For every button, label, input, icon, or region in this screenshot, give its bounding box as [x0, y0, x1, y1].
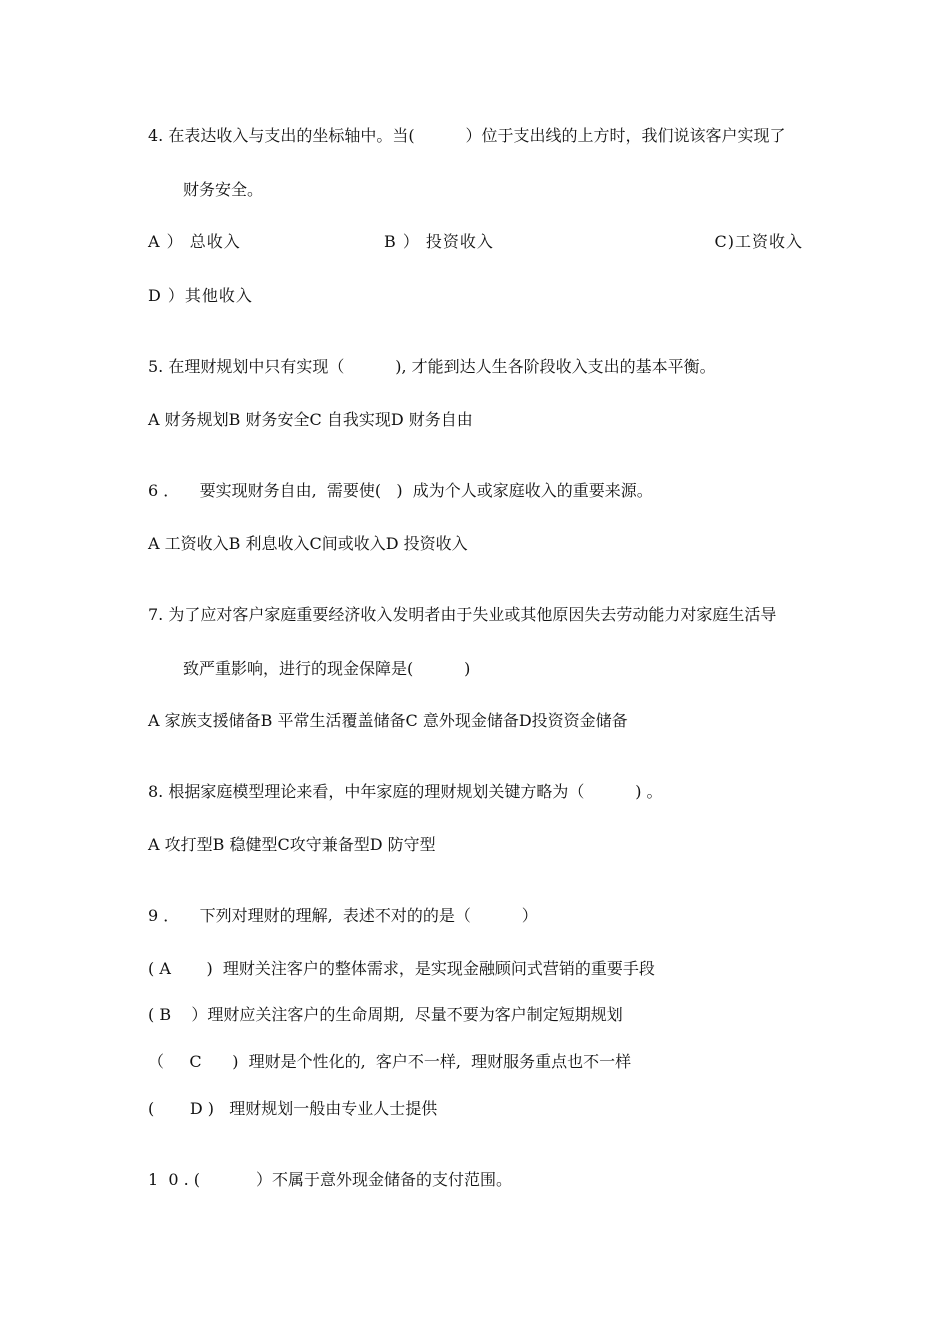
q4-option-d: D ）其他收入 — [148, 286, 253, 305]
q4-options-row — [148, 232, 803, 252]
q5-stem: 5. 在理财规划中只有实现（ ), 才能到达人生各阶段收入支出的基本平衡。 — [148, 357, 716, 376]
q7-stem-line2: 致严重影响，进行的现金保障是( ) — [183, 659, 471, 678]
q4-option-a: A ） 总收入 — [148, 232, 241, 251]
q4-option-b: B ） 投资收入 — [384, 232, 494, 251]
q8-options: A 攻打型B 稳健型C攻守兼备型D 防守型 — [148, 835, 436, 854]
q6-stem: 6 ． 要实现财务自由, 需要使( ) 成为个人或家庭收入的重要来源。 — [148, 481, 653, 500]
q6-options: A 工资收入B 利息收入C间或收入D 投资收入 — [148, 534, 468, 553]
q5-options: A 财务规划B 财务安全C 自我实现D 财务自由 — [148, 410, 473, 429]
q9-stem: 9 ． 下列对理财的理解, 表述不对的的是（ ） — [148, 906, 538, 925]
q9-option-d: ( D ) 理财规划一般由专业人士提供 — [148, 1099, 438, 1118]
q9-option-c: （ C ) 理财是个性化的, 客户不一样, 理财服务重点也不一样 — [148, 1052, 632, 1071]
q7-stem-line1: 7. 为了应对客户家庭重要经济收入发明者由于失业或其他原因失去劳动能力对家庭生活导 — [148, 605, 777, 624]
q8-stem: 8. 根据家庭模型理论来看，中年家庭的理财规划关键方略为（ ) 。 — [148, 782, 663, 801]
q4-option-c: C)工资收入 — [714, 232, 803, 251]
q4-stem-line1: 4. 在表达收入与支出的坐标轴中。当( ）位于支出线的上方时，我们说该客户实现了 — [148, 126, 786, 145]
q9-option-b: ( B ）理财应关注客户的生命周期, 尽量不要为客户制定短期规划 — [148, 1005, 623, 1024]
q4-stem-line2: 财务安全。 — [183, 180, 264, 199]
q9-option-a: ( A ) 理财关注客户的整体需求，是实现金融顾问式营销的重要手段 — [148, 959, 655, 978]
q10-stem: 1 0 . ( ）不属于意外现金储备的支付范围。 — [148, 1170, 512, 1189]
q7-options: A 家族支援储备B 平常生活覆盖储备C 意外现金储备D投资资金储备 — [148, 711, 628, 730]
